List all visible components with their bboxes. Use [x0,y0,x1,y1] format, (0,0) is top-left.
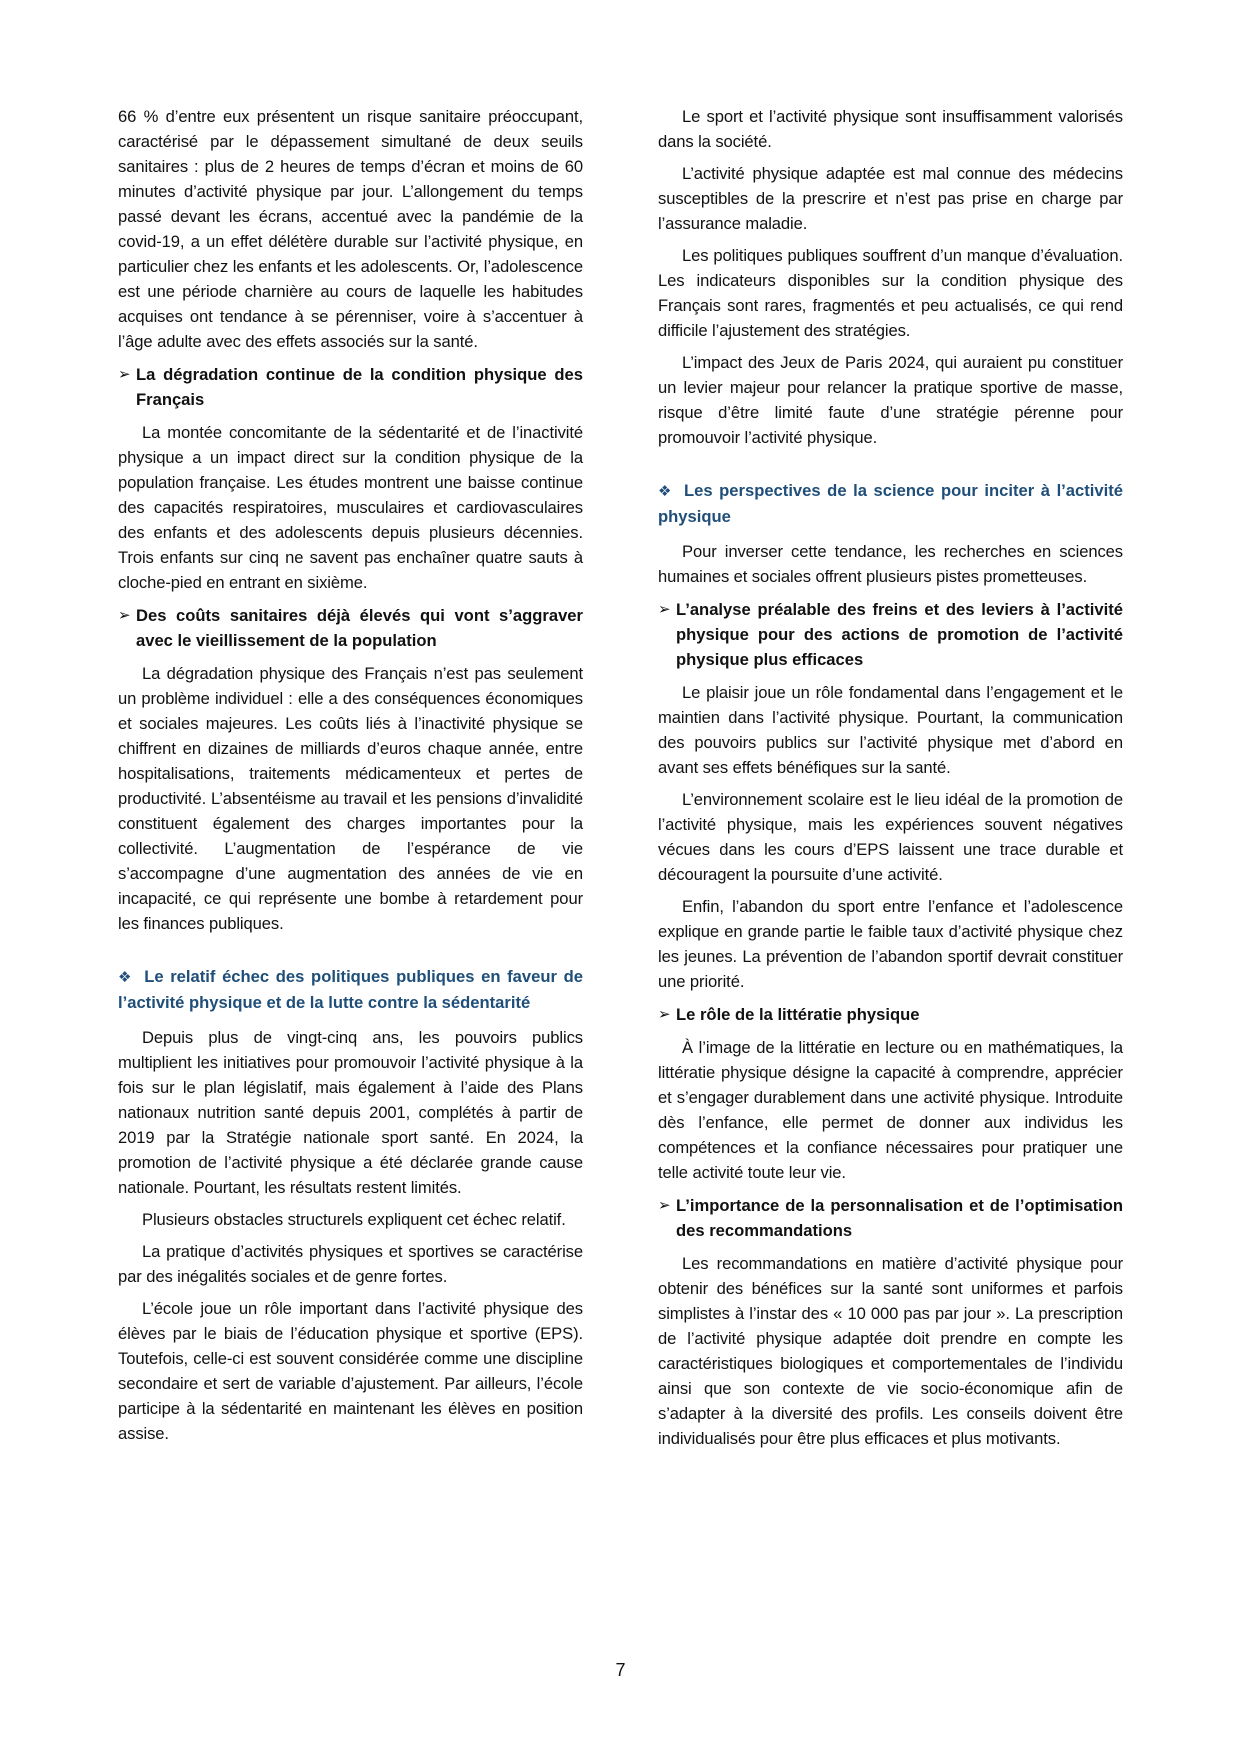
right-column [658,104,1123,1458]
paragraph: Le sport et l’activité physique sont insuffisamment valorisés dans la société. [658,107,1123,151]
four-diamond-bullet-icon: ❖ [118,969,134,986]
four-diamond-bullet-icon: ❖ [658,483,674,500]
subheading-text: La dégradation continue de la condition physique des Français [136,365,583,409]
paragraph: Enfin, l’abandon du sport entre l’enfance et l’adolescence explique en grande partie le faible taux d’activité physique chez les jeunes. La prévention de l’abandon sportif devrait constituer une priorité. [658,897,1123,991]
paragraph: À l’image de la littératie en lecture ou en mathématiques, la littératie physique désigne la capacité à comprendre, apprécier et s’engager durablement dans une activité physique. Introduite dès l’enfance, elle permet de donner aux individus les compétences et la confiance nécessaires pour pratiquer une telle activité toute leur vie. [658,1038,1123,1182]
arrowhead-bullet-icon: ➢ [658,601,671,618]
paragraph: Depuis plus de vingt-cinq ans, les pouvoirs publics multiplient les initiatives pour promouvoir l’activité physique à la fois sur le plan législatif, mais également à l’aide des Plans nationaux nutrition santé depuis 2001, complétés à partir de 2019 par la Stratégie nationale sport santé. En 2024, la promotion de l’activité physique a été déclarée grande cause nationale. Pourtant, les résultats restent limités. [118,1028,583,1197]
section-heading-perspectives [658,478,1123,529]
paragraph: Pour inverser cette tendance, les recherches en sciences humaines et sociales offrent plusieurs pistes prometteuses. [658,542,1123,586]
subheading-personnalisation [658,1193,1123,1243]
left-column [118,104,583,1453]
section-heading-echec [118,964,583,1015]
paragraph: L’environnement scolaire est le lieu idéal de la promotion de l’activité physique, mais les expériences souvent négatives vécues dans les cours d’EPS laissent une trace durable et découragent la poursuite d’une activité. [658,790,1123,884]
arrowhead-bullet-icon: ➢ [658,1197,671,1214]
section-heading-text: Le relatif échec des politiques publiques en faveur de l’activité physique et de la lutte contre la sédentarité [118,967,583,1012]
paragraph: L’impact des Jeux de Paris 2024, qui auraient pu constituer un levier majeur pour relancer la pratique sportive de masse, risque d’être limité faute d’une stratégie pérenne pour promouvoir l’activité physique. [658,353,1123,447]
paragraph: Le plaisir joue un rôle fondamental dans l’engagement et le maintien dans l’activité physique. Pourtant, la communication des pouvoirs publics sur l’activité physique met d’abord en avant ses effets bénéfiques sur la santé. [658,683,1123,777]
paragraph: 66 % d’entre eux présentent un risque sanitaire préoccupant, caractérisé par le dépassement simultané de deux seuils sanitaires : plus de 2 heures de temps d’écran et moins de 60 minutes d’activité physique par jour. L’allongement du temps passé devant les écrans, accentué avec la pandémie de la covid-19, a un effet délétère durable sur l’activité physique, en particulier chez les enfants et les adolescents. Or, l’adolescence est une période charnière au cours de laquelle les habitudes acquises ont tendance à se pérenniser, voire à s’accentuer à l’âge adulte avec des effets associés sur la santé. [118,107,583,351]
subheading-analyse [658,597,1123,672]
subheading-text: L’importance de la personnalisation et de l’optimisation des recommandations [676,1196,1123,1240]
paragraph: Les politiques publiques souffrent d’un manque d’évaluation. Les indicateurs disponibles sur la condition physique des Français sont rares, fragmentés et peu actualisés, ce qui rend difficile l’ajustement des stratégies. [658,246,1123,340]
paragraph: L’activité physique adaptée est mal connue des médecins susceptibles de la prescrire et n’est pas prise en charge par l’assurance maladie. [658,164,1123,233]
paragraph: La montée concomitante de la sédentarité et de l’inactivité physique a un impact direct sur la condition physique de la population française. Les études montrent une baisse continue des capacités respiratoires, musculaires et cardiovasculaires des enfants et des adolescents depuis plusieurs décennies. Trois enfants sur cinq ne savent pas enchaîner quatre sauts à cloche-pied en entrant en sixième. [118,423,583,592]
arrowhead-bullet-icon: ➢ [118,607,131,624]
arrowhead-bullet-icon: ➢ [658,1006,671,1023]
page-number: 7 [615,1660,626,1680]
subheading-couts [118,603,583,653]
subheading-degradation [118,362,583,412]
paragraph: La pratique d’activités physiques et sportives se caractérise par des inégalités sociales et de genre fortes. [118,1242,583,1286]
subheading-text: Le rôle de la littératie physique [676,1005,920,1024]
arrowhead-bullet-icon: ➢ [118,366,131,383]
paragraph: L’école joue un rôle important dans l’activité physique des élèves par le biais de l’éducation physique et sportive (EPS). Toutefois, celle-ci est souvent considérée comme une discipline secondaire et sert de variable d’ajustement. Par ailleurs, l’école participe à la sédentarité en maintenant les élèves en position assise. [118,1299,583,1443]
subheading-litteratie [658,1002,1123,1027]
paragraph: La dégradation physique des Français n’est pas seulement un problème individuel : elle a des conséquences économiques et sociales majeures. Les coûts liés à l’inactivité physique se chiffrent en dizaines de milliards d’euros chaque année, entre hospitalisations, traitements médicamenteux et pertes de productivité. L’absentéisme au travail et les pensions d’invalidité constituent également des charges importantes pour la collectivité. L’augmentation de l’espérance de vie s’accompagne d’une augmentation des années de vie en incapacité, ce qui représente une bombe à retardement pour les finances publiques. [118,664,583,933]
paragraph: Les recommandations en matière d’activité physique pour obtenir des bénéfices sur la santé sont uniformes et parfois simplistes à l’instar des « 10 000 pas par jour ». La prescription de l’activité physique adaptée doit prendre en compte les caractéristiques biologiques et comportementales de l’individu ainsi que son contexte de vie socio-économique afin de s’adapter à la diversité des profils. Les conseils doivent être individualisés pour être plus efficaces et plus motivants. [658,1254,1123,1448]
subheading-text: Des coûts sanitaires déjà élevés qui vont s’aggraver avec le vieillissement de la population [136,606,583,650]
subheading-text: L’analyse préalable des freins et des leviers à l’activité physique pour des actions de promotion de l’activité physique plus efficaces [676,600,1123,669]
section-heading-text: Les perspectives de la science pour inciter à l’activité physique [658,481,1123,526]
paragraph: Plusieurs obstacles structurels expliquent cet échec relatif. [142,1210,566,1229]
